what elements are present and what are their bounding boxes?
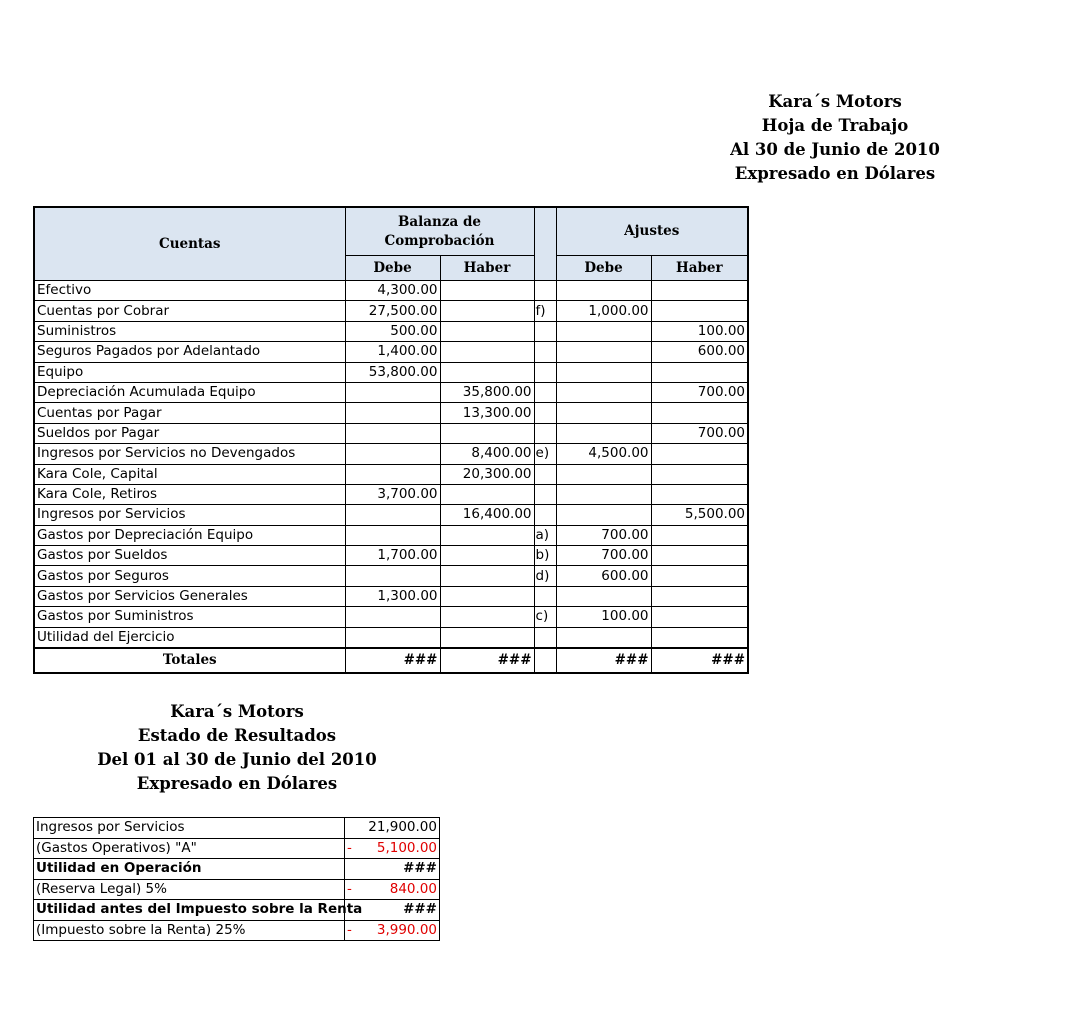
account-name-cell: Ingresos por Servicios	[34, 505, 345, 525]
ajustes-haber-cell	[651, 444, 748, 464]
adjustment-ref-cell: d)	[534, 566, 556, 586]
account-name-cell: Depreciación Acumulada Equipo	[34, 382, 345, 402]
income-label-cell: Utilidad en Operación	[34, 859, 345, 880]
header-aj-haber: Haber	[651, 256, 748, 281]
worksheet-title-date: Al 30 de Junio de 2010	[730, 140, 940, 159]
adjustment-ref-cell	[534, 627, 556, 648]
worksheet-title	[500, 90, 940, 186]
ajustes-debe-cell: 600.00	[556, 566, 651, 586]
ajustes-debe-cell	[556, 403, 651, 423]
negative-sign: -	[347, 880, 352, 897]
balanza-haber-cell	[440, 362, 534, 382]
ajustes-debe-cell	[556, 586, 651, 606]
balanza-haber-cell	[440, 627, 534, 648]
income-value: 5,100.00	[376, 839, 437, 856]
income-value: 840.00	[389, 880, 437, 897]
balanza-haber-cell: 8,400.00	[440, 444, 534, 464]
account-name-cell: Gastos por Sueldos	[34, 546, 345, 566]
totals-bal-haber: ###	[440, 648, 534, 673]
ajustes-haber-cell	[651, 627, 748, 648]
income-value-cell: 21,900.00	[345, 818, 440, 839]
table-row	[34, 403, 748, 423]
balanza-haber-cell	[440, 423, 534, 443]
balanza-debe-cell: 53,800.00	[345, 362, 440, 382]
totals-ref-blank	[534, 648, 556, 673]
ajustes-haber-cell	[651, 586, 748, 606]
ajustes-debe-cell	[556, 342, 651, 362]
adjustment-ref-cell: c)	[534, 607, 556, 627]
balanza-debe-cell: 1,700.00	[345, 546, 440, 566]
ajustes-haber-cell: 700.00	[651, 382, 748, 402]
income-statement-body	[34, 818, 440, 941]
table-row	[34, 484, 748, 504]
ajustes-haber-cell: 600.00	[651, 342, 748, 362]
adjustment-ref-cell: f)	[534, 301, 556, 321]
balanza-debe-cell: 4,300.00	[345, 281, 440, 301]
worksheet-body	[34, 281, 748, 649]
income-value-cell: ###	[345, 859, 440, 880]
table-row	[34, 301, 748, 321]
totals-bal-debe: ###	[345, 648, 440, 673]
worksheet-title-currency: Expresado en Dólares	[734, 164, 936, 183]
ajustes-haber-cell	[651, 484, 748, 504]
adjustment-ref-cell	[534, 464, 556, 484]
balanza-debe-cell	[345, 444, 440, 464]
table-row	[34, 607, 748, 627]
account-name-cell: Utilidad del Ejercicio	[34, 627, 345, 648]
account-name-cell: Seguros Pagados por Adelantado	[34, 342, 345, 362]
balanza-haber-cell	[440, 525, 534, 545]
ajustes-debe-cell	[556, 505, 651, 525]
worksheet-title-name: Hoja de Trabajo	[761, 116, 909, 135]
balanza-debe-cell	[345, 525, 440, 545]
ajustes-haber-cell	[651, 362, 748, 382]
adjustment-ref-cell	[534, 403, 556, 423]
account-name-cell: Gastos por Servicios Generales	[34, 586, 345, 606]
header-bal-debe: Debe	[345, 256, 440, 281]
table-row	[34, 321, 748, 341]
adjustment-ref-cell	[534, 484, 556, 504]
table-row	[34, 566, 748, 586]
ajustes-debe-cell	[556, 464, 651, 484]
adjustment-ref-cell	[534, 281, 556, 301]
adjustment-ref-cell: a)	[534, 525, 556, 545]
adjustment-ref-cell	[534, 321, 556, 341]
header-ref-blank	[534, 207, 556, 281]
table-row	[34, 586, 748, 606]
balanza-haber-cell	[440, 342, 534, 362]
totals-aj-haber: ###	[651, 648, 748, 673]
income-label-cell: (Impuesto sobre la Renta) 25%	[34, 920, 345, 941]
table-row	[34, 920, 440, 941]
balanza-haber-cell	[440, 586, 534, 606]
account-name-cell: Equipo	[34, 362, 345, 382]
income-statement-title	[0, 700, 474, 796]
table-row	[34, 900, 440, 921]
income-label-cell: (Gastos Operativos) "A"	[34, 838, 345, 859]
header-ajustes: Ajustes	[556, 207, 748, 256]
balanza-haber-cell	[440, 321, 534, 341]
balanza-debe-cell	[345, 403, 440, 423]
ajustes-haber-cell: 100.00	[651, 321, 748, 341]
ajustes-haber-cell	[651, 403, 748, 423]
adjustment-ref-cell	[534, 505, 556, 525]
balanza-haber-cell: 16,400.00	[440, 505, 534, 525]
account-name-cell: Gastos por Suministros	[34, 607, 345, 627]
account-name-cell: Efectivo	[34, 281, 345, 301]
ajustes-debe-cell: 700.00	[556, 546, 651, 566]
income-label-cell: Utilidad antes del Impuesto sobre la Renta	[34, 900, 345, 921]
ajustes-debe-cell	[556, 484, 651, 504]
balanza-haber-cell	[440, 484, 534, 504]
ajustes-debe-cell	[556, 281, 651, 301]
balanza-debe-cell	[345, 423, 440, 443]
table-row	[34, 382, 748, 402]
balanza-haber-cell	[440, 607, 534, 627]
ajustes-haber-cell	[651, 546, 748, 566]
income-value-cell	[345, 920, 440, 941]
income-label-cell: (Reserva Legal) 5%	[34, 879, 345, 900]
account-name-cell: Kara Cole, Retiros	[34, 484, 345, 504]
balanza-haber-cell: 20,300.00	[440, 464, 534, 484]
ajustes-haber-cell	[651, 464, 748, 484]
income-title-name: Estado de Resultados	[137, 726, 337, 745]
income-title-company: Kara´s Motors	[170, 702, 304, 721]
ajustes-debe-cell	[556, 362, 651, 382]
balanza-debe-cell: 1,300.00	[345, 586, 440, 606]
balanza-debe-cell: 3,700.00	[345, 484, 440, 504]
balanza-debe-cell	[345, 382, 440, 402]
ajustes-haber-cell: 700.00	[651, 423, 748, 443]
account-name-cell: Gastos por Seguros	[34, 566, 345, 586]
adjustment-ref-cell	[534, 586, 556, 606]
account-name-cell: Sueldos por Pagar	[34, 423, 345, 443]
ajustes-haber-cell	[651, 525, 748, 545]
adjustment-ref-cell	[534, 382, 556, 402]
balanza-haber-cell	[440, 301, 534, 321]
account-name-cell: Cuentas por Cobrar	[34, 301, 345, 321]
account-name-cell: Kara Cole, Capital	[34, 464, 345, 484]
ajustes-haber-cell	[651, 281, 748, 301]
table-row	[34, 818, 440, 839]
income-value-cell	[345, 879, 440, 900]
table-row	[34, 342, 748, 362]
ajustes-debe-cell: 1,000.00	[556, 301, 651, 321]
balanza-debe-cell	[345, 464, 440, 484]
ajustes-debe-cell: 100.00	[556, 607, 651, 627]
account-name-cell: Suministros	[34, 321, 345, 341]
ajustes-haber-cell	[651, 566, 748, 586]
balanza-debe-cell: 1,400.00	[345, 342, 440, 362]
totals-label: Totales	[34, 648, 345, 673]
table-row	[34, 362, 748, 382]
balanza-debe-cell: 500.00	[345, 321, 440, 341]
negative-sign: -	[347, 921, 352, 938]
balanza-haber-cell	[440, 566, 534, 586]
table-row	[34, 444, 748, 464]
table-row	[34, 859, 440, 880]
adjustment-ref-cell: e)	[534, 444, 556, 464]
balanza-debe-cell	[345, 505, 440, 525]
balanza-haber-cell: 13,300.00	[440, 403, 534, 423]
totals-aj-debe: ###	[556, 648, 651, 673]
adjustment-ref-cell: b)	[534, 546, 556, 566]
table-row	[34, 281, 748, 301]
ajustes-haber-cell	[651, 607, 748, 627]
table-row	[34, 838, 440, 859]
income-title-period: Del 01 al 30 de Junio del 2010	[97, 750, 377, 769]
header-bal-haber: Haber	[440, 256, 534, 281]
worksheet-title-company: Kara´s Motors	[768, 92, 902, 111]
ajustes-haber-cell	[651, 301, 748, 321]
header-aj-debe: Debe	[556, 256, 651, 281]
table-row	[34, 879, 440, 900]
balanza-haber-cell: 35,800.00	[440, 382, 534, 402]
account-name-cell: Ingresos por Servicios no Devengados	[34, 444, 345, 464]
ajustes-debe-cell: 4,500.00	[556, 444, 651, 464]
income-label-cell: Ingresos por Servicios	[34, 818, 345, 839]
ajustes-debe-cell	[556, 627, 651, 648]
account-name-cell: Gastos por Depreciación Equipo	[34, 525, 345, 545]
income-title-currency: Expresado en Dólares	[136, 774, 338, 793]
table-row	[34, 464, 748, 484]
table-row	[34, 423, 748, 443]
header-cuentas: Cuentas	[34, 207, 345, 281]
balanza-haber-cell	[440, 546, 534, 566]
adjustment-ref-cell	[534, 342, 556, 362]
totals-row	[34, 648, 748, 673]
negative-sign: -	[347, 839, 352, 856]
ajustes-debe-cell	[556, 382, 651, 402]
table-row	[34, 525, 748, 545]
adjustment-ref-cell	[534, 423, 556, 443]
ajustes-debe-cell	[556, 321, 651, 341]
income-value-cell	[345, 838, 440, 859]
balanza-debe-cell: 27,500.00	[345, 301, 440, 321]
ajustes-debe-cell: 700.00	[556, 525, 651, 545]
worksheet-table	[33, 206, 749, 674]
table-row	[34, 505, 748, 525]
income-statement-table	[33, 817, 440, 941]
table-row	[34, 627, 748, 648]
income-value-cell: ###	[345, 900, 440, 921]
adjustment-ref-cell	[534, 362, 556, 382]
balanza-debe-cell	[345, 627, 440, 648]
header-balanza: Balanza de Comprobación	[345, 207, 534, 256]
account-name-cell: Cuentas por Pagar	[34, 403, 345, 423]
balanza-debe-cell	[345, 566, 440, 586]
table-row	[34, 546, 748, 566]
ajustes-haber-cell: 5,500.00	[651, 505, 748, 525]
balanza-debe-cell	[345, 607, 440, 627]
balanza-haber-cell	[440, 281, 534, 301]
ajustes-debe-cell	[556, 423, 651, 443]
income-value: 3,990.00	[376, 921, 437, 938]
